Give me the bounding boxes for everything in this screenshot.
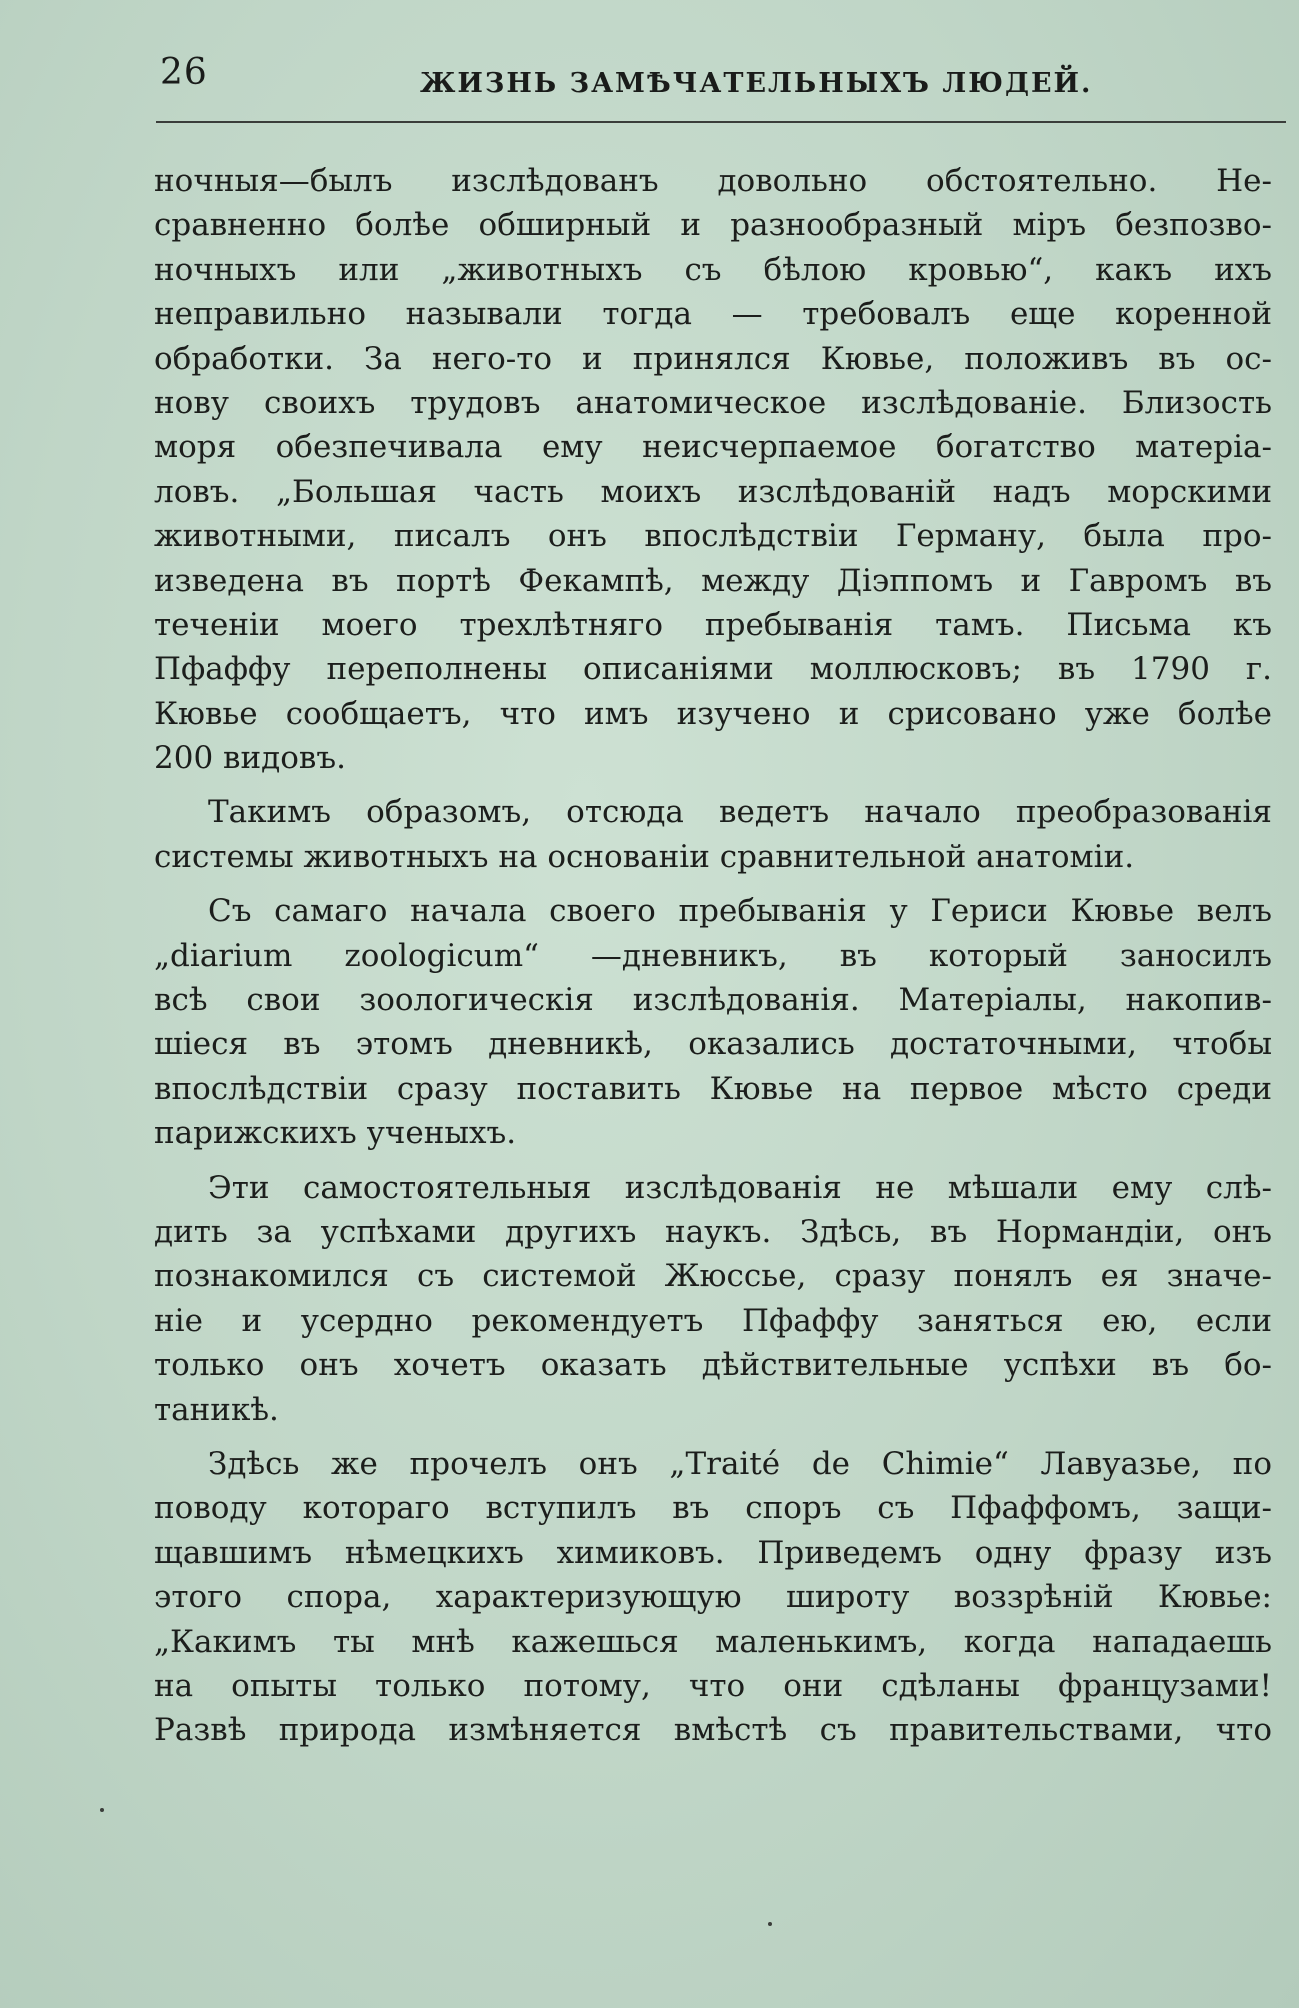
text-line: всѣ свои зоологическія изслѣдованія. Матеріалы, накопив- (154, 982, 1272, 1019)
text-line: нову своихъ трудовъ анатомическое изслѣдованіе. Близость (154, 384, 1272, 421)
paragraph (154, 790, 1272, 879)
text-line: на опыты только потому, что они сдѣланы французами! (154, 1667, 1272, 1704)
text-line: системы животныхъ на основаніи сравнительной анатоміи. (154, 838, 1135, 875)
text-line: Съ самаго начала своего пребыванія у Гериси Кювье велъ (208, 893, 1272, 930)
text-line: Здѣсь же прочелъ онъ „Traité de Chimie“ Лавуазье, по (208, 1445, 1272, 1482)
text-line: ніе и усердно рекомендуетъ Пфаффу заняться ею, если (154, 1302, 1272, 1339)
text-line: только онъ хочетъ оказать дѣйствительные успѣхи въ бо- (154, 1347, 1272, 1384)
text-line: ночныя—былъ изслѣдованъ довольно обстоятельно. Не- (154, 163, 1272, 199)
paragraph (154, 1166, 1272, 1432)
text-line: впослѣдствіи сразу поставить Кювье на первое мѣсто среди (154, 1070, 1272, 1107)
text-line: „diarium zoologicum“ —дневникъ, въ который заносилъ (154, 937, 1272, 974)
text-line: животными, писалъ онъ впослѣдствіи Герману, была про- (154, 518, 1272, 555)
text-line: ночныхъ или „животныхъ съ бѣлою кровью“, какъ ихъ (154, 251, 1272, 288)
body-text (154, 159, 1272, 1763)
text-line: изведена въ портѣ Фекампѣ, между Діэппомъ и Гавромъ въ (154, 562, 1272, 599)
text-line: сравненно болѣе обширный и разнообразный міръ безпозво- (154, 207, 1272, 244)
page-number: 26 (160, 52, 208, 93)
text-line: Пфаффу переполнены описаніями моллюсковъ; въ 1790 г. (154, 651, 1272, 688)
paragraph (154, 1442, 1272, 1753)
header-rule (156, 121, 1286, 123)
text-line: Такимъ образомъ, отсюда ведетъ начало преобразованія (208, 794, 1272, 831)
text-line: Эти самостоятельныя изслѣдованія не мѣшали ему слѣ- (208, 1169, 1272, 1206)
text-line: обработки. За него-то и принялся Кювье, положивъ въ ос- (154, 340, 1272, 377)
text-line: „Какимъ ты мнѣ кажешься маленькимъ, когда нападаешь (154, 1623, 1272, 1660)
text-line: таникѣ. (154, 1391, 279, 1428)
text-line: шіеся въ этомъ дневникѣ, оказались достаточными, чтобы (154, 1026, 1272, 1063)
print-speck (100, 1808, 104, 1812)
paragraph (154, 889, 1272, 1155)
print-speck (768, 1922, 772, 1926)
text-line: моря обезпечивала ему неисчерпаемое богатство матеріа- (154, 429, 1272, 466)
text-line: теченіи моего трехлѣтняго пребыванія тамъ. Письма къ (154, 606, 1272, 643)
text-line: этого спора, характеризующую широту воззрѣній Кювье: (154, 1579, 1272, 1616)
text-line: ловъ. „Большая часть моихъ изслѣдованій надъ морскими (154, 473, 1272, 510)
text-line: парижскихъ ученыхъ. (154, 1115, 517, 1152)
text-line: поводу котораго вступилъ въ споръ съ Пфаффомъ, защи- (154, 1490, 1272, 1527)
text-line: Кювье сообщаетъ, что имъ изучено и срисовано уже болѣе (154, 695, 1272, 732)
paragraph (154, 159, 1272, 780)
text-line: неправильно называли тогда — требовалъ еще коренной (154, 296, 1272, 333)
text-line: познакомился съ системой Жюссье, сразу понялъ ея значе- (154, 1258, 1272, 1295)
text-line: дить за успѣхами другихъ наукъ. Здѣсь, въ Нормандіи, онъ (154, 1213, 1272, 1250)
text-line: 200 видовъ. (154, 740, 346, 777)
text-line: щавшимъ нѣмецкихъ химиковъ. Приведемъ одну фразу изъ (154, 1534, 1272, 1571)
text-line: Развѣ природа измѣняется вмѣстѣ съ правительствами, что (154, 1712, 1272, 1749)
running-title: ЖИЗНЬ ЗАМѢЧАТЕЛЬНЫХЪ ЛЮДЕЙ. (420, 68, 1093, 99)
